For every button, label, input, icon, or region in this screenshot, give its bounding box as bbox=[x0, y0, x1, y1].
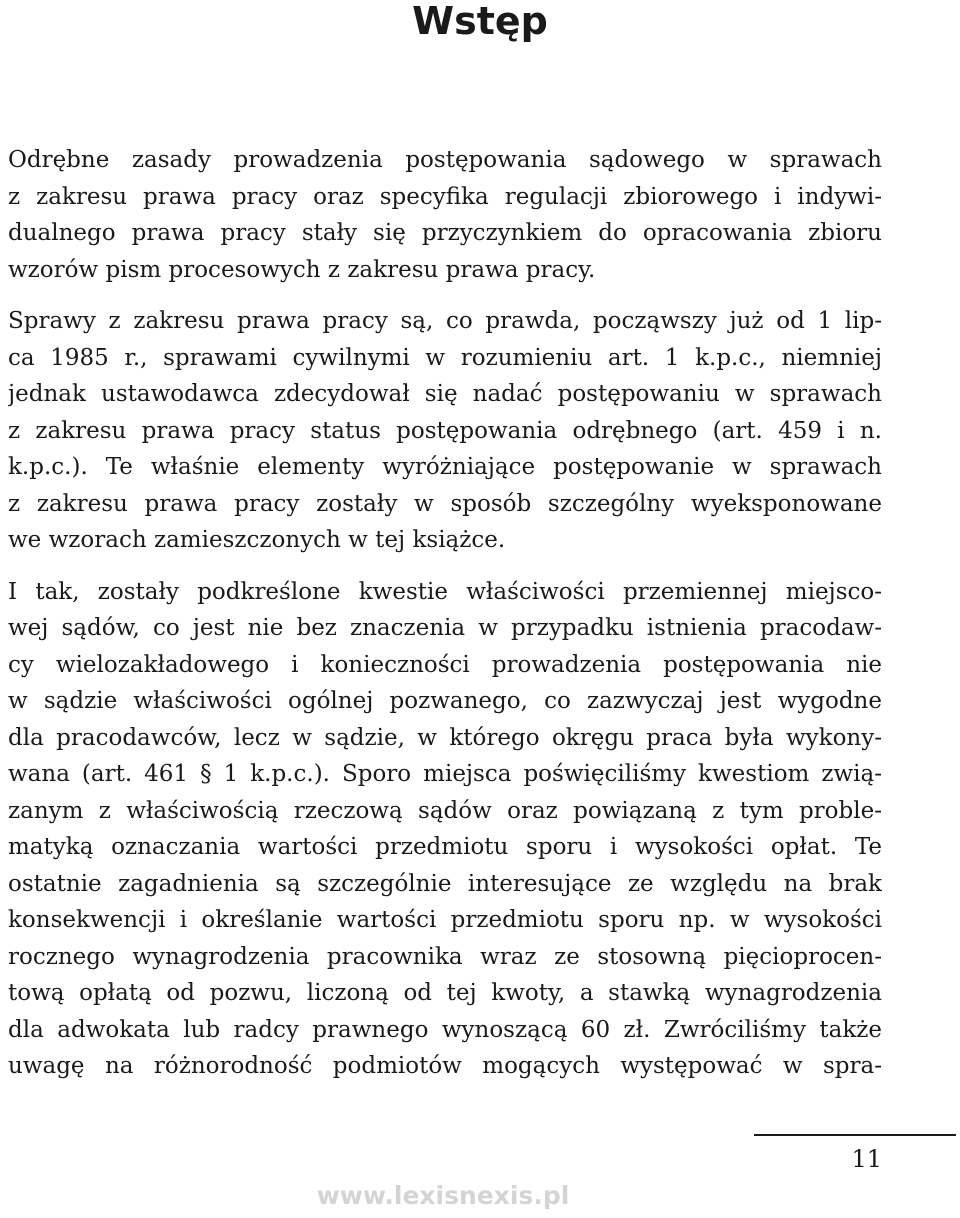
text-line: dla pracodawców, lecz w sądzie, w którego okręgu praca była wykony- bbox=[8, 724, 882, 751]
text-line: cy wielozakładowego i konieczności prowadzenia postępowania nie bbox=[8, 651, 882, 678]
paragraph-2 bbox=[8, 303, 882, 559]
text-line: k.p.c.). Te właśnie elementy wyróżniające postępowanie w sprawach bbox=[8, 454, 882, 480]
page-title: Wstęp bbox=[412, 0, 548, 43]
text-line: Odrębne zasady prowadzenia postępowania sądowego w sprawach bbox=[8, 147, 882, 173]
text-line: jednak ustawodawca zdecydował się nadać postępowaniu w sprawach bbox=[8, 381, 882, 407]
text-line: wana (art. 461 § 1 k.p.c.). Sporo miejsca poświęciliśmy kwestiom zwią- bbox=[8, 761, 882, 787]
text-line: I tak, zostały podkreślone kwestie właściwości przemiennej miejsco- bbox=[8, 578, 882, 605]
text-line: zanym z właściwością rzeczową sądów oraz powiązaną z tym proble- bbox=[8, 797, 882, 824]
text-line: konsekwencji i określanie wartości przedmiotu sporu np. w wysokości bbox=[8, 907, 882, 933]
text-line: wzorów pism procesowych z zakresu prawa pracy. bbox=[8, 256, 596, 283]
text-line: z zakresu prawa pracy oraz specyfika regulacji zbiorowego i indywi- bbox=[8, 183, 882, 210]
text-line: w sądzie właściwości ogólnej pozwanego, co zazwyczaj jest wygodne bbox=[8, 688, 882, 714]
footer-url: www.lexisnexis.pl bbox=[316, 1181, 570, 1210]
text-line: ostatnie zagadnienia są szczególnie interesujące ze względu na brak bbox=[8, 870, 882, 897]
text-line: uwagę na różnorodność podmiotów mogących występować w spra- bbox=[8, 1053, 882, 1079]
text-line: dla adwokata lub radcy prawnego wynoszącą 60 zł. Zwróciliśmy także bbox=[8, 1016, 882, 1043]
text-line: rocznego wynagrodzenia pracownika wraz ze stosowną pięcioprocen- bbox=[8, 943, 882, 970]
text-line: dualnego prawa pracy stały się przyczynkiem do opracowania zbioru bbox=[8, 220, 882, 246]
page-number: 11 bbox=[851, 1145, 882, 1173]
text-line: Sprawy z zakresu prawa pracy są, co prawda, począwszy już od 1 lip- bbox=[8, 308, 882, 334]
text-line: we wzorach zamieszczonych w tej książce. bbox=[8, 527, 506, 553]
paragraph-3 bbox=[8, 574, 882, 1085]
text-line: wej sądów, co jest nie bez znaczenia w przypadku istnienia pracodaw- bbox=[8, 615, 882, 641]
text-line: ca 1985 r., sprawami cywilnymi w rozumieniu art. 1 k.p.c., niemniej bbox=[8, 344, 882, 371]
footer-rule bbox=[754, 1134, 956, 1136]
body-text bbox=[8, 142, 882, 1085]
text-line: z zakresu prawa pracy status postępowania odrębnego (art. 459 i n. bbox=[8, 417, 882, 444]
text-line: tową opłatą od pozwu, liczoną od tej kwoty, a stawką wynagrodzenia bbox=[8, 980, 882, 1006]
text-line: z zakresu prawa pracy zostały w sposób szczególny wyeksponowane bbox=[8, 490, 882, 517]
paragraph-1 bbox=[8, 142, 882, 288]
text-line: matyką oznaczania wartości przedmiotu sporu i wysokości opłat. Te bbox=[8, 834, 882, 860]
